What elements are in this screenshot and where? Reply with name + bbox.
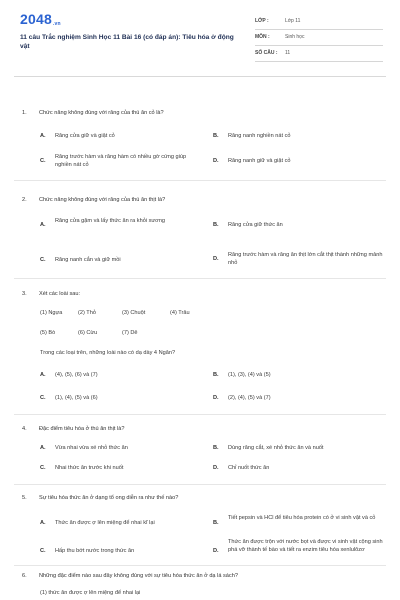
option-letter: D. [213,395,219,401]
logo-suffix: .vn [52,21,61,27]
question-text [22,290,80,298]
option-text: Răng cửa giữ thức ăn [228,222,283,228]
option-letter: A. [40,520,46,526]
species-item: (2) Thỏ [78,310,96,316]
question-number: 5. [22,495,27,501]
option-text: Răng nanh giữ và giật cỏ [228,158,291,164]
option-letter: C. [40,158,46,164]
question-number: 3. [22,291,27,297]
question-divider [14,565,386,566]
question-text [22,109,164,117]
question-stem: Chức năng không đúng với răng của thú ăn thịt là? [39,197,166,203]
option-text: (4), (5), (6) và (7) [55,372,98,378]
species-item: (3) Chuột [122,310,146,316]
question-stem: Chức năng không đúng với răng của thú ăn cỏ là? [39,110,164,116]
species-item: (7) Dê [122,330,138,336]
meta-value: Sinh học [285,34,305,40]
option-text: Răng trước hàm và răng ăn thịt lớn cắt thịt thành những mảnh nhỏ [228,252,383,266]
question-number: 4. [22,426,27,432]
option-text: Hấp thu bớt nước trong thức ăn [55,548,135,554]
question-divider [14,484,386,485]
option-text: Thức ăn được ợ lên miệng để nhai kĩ lại [55,520,155,526]
option-text: Chỉ nuốt thức ăn [228,465,270,471]
option-text: (2), (4), (5) và (7) [228,395,271,401]
logo-text: 2048 [20,11,52,27]
option-letter: A. [40,372,46,378]
question-stem: Xét các loài sau: [39,291,81,297]
question-divider [14,180,386,181]
option-text: Tiết pepsin và HCl để tiêu hóa protein có ở vi sinh vật và cỏ [228,515,376,521]
question-divider [14,278,386,279]
species-item: (5) Bò [40,330,56,336]
option-text: (1), (3), (4) và (5) [228,372,271,378]
option-text: Răng nanh nghiền nát cỏ [228,133,291,139]
document-title: 11 câu Trắc nghiệm Sinh Học 11 Bài 16 (có đáp án): Tiêu hóa ở động vật [20,34,234,50]
option-letter: D. [213,465,219,471]
option-text: Thức ăn được trộn với nước bọt và được vi sinh vật cộng sinh phá vỡ thành tế bào và tiết ra enzim tiêu hóa xenlulôzơ [228,539,383,553]
species-item: (4) Trâu [170,310,190,316]
question-subtext: Trong các loại trên, những loài nào có dạ dày 4 Ngăn? [40,350,176,356]
option-letter: D. [213,548,219,554]
option-letter: B. [213,520,219,526]
question-text [22,196,165,204]
species-item: (1) Ngựa [40,310,63,316]
question-number: 1. [22,110,27,116]
option-text: (1), (4), (5) và (6) [55,395,98,401]
question-text [22,572,238,580]
option-text: Vừa nhai vừa xé nhỏ thức ăn [55,445,128,451]
option-letter: B. [213,372,219,378]
meta-value: Lớp 11 [285,18,301,24]
question-stem: Những đặc điểm nào sau đây không đúng với sự tiêu hóa thức ăn ở dạ lá sách? [39,573,238,579]
option-text: Dùng răng cắt, xé nhỏ thức ăn và nuốt [228,445,324,451]
question-stem: Đặc điểm tiêu hóa ở thú ăn thịt là? [39,426,125,432]
option-letter: A. [40,133,46,139]
option-letter: C. [40,395,46,401]
option-letter: B. [213,222,219,228]
question-number: 6. [22,573,27,579]
meta-label: SỐ CÂU : [255,50,278,56]
meta-value: 11 [285,50,291,56]
question-text [22,425,124,433]
meta-label: MÔN : [255,34,270,40]
option-letter: D. [213,256,219,262]
species-item: (6) Cừu [78,330,98,336]
question-number: 2. [22,197,27,203]
option-text: Răng trước hàm và răng hàm có nhiều gờ cứng giúp nghiền nát cỏ [55,154,187,168]
question-divider [14,414,386,415]
statement-item: (1) thức ăn được ợ lên miệng để nhai lại [40,590,141,596]
option-text: Răng nanh cắn và giữ mồi [55,257,121,263]
question-stem: Sự tiêu hóa thức ăn ở dạng tổ ong diễn ra như thế nào? [39,495,179,501]
option-letter: C. [40,257,46,263]
meta-label: LỚP : [255,18,269,24]
question-text [22,494,178,502]
option-text: Răng cửa giữ và giật cỏ [55,133,115,139]
option-letter: C. [40,548,46,554]
option-text: Răng cửa gặm và lấy thức ăn ra khỏi xương [55,218,166,224]
option-letter: A. [40,222,46,228]
option-letter: D. [213,158,219,164]
option-letter: C. [40,465,46,471]
option-letter: A. [40,445,46,451]
option-letter: B. [213,445,219,451]
option-text: Nhai thức ăn trước khi nuốt [55,465,124,471]
option-letter: B. [213,133,219,139]
